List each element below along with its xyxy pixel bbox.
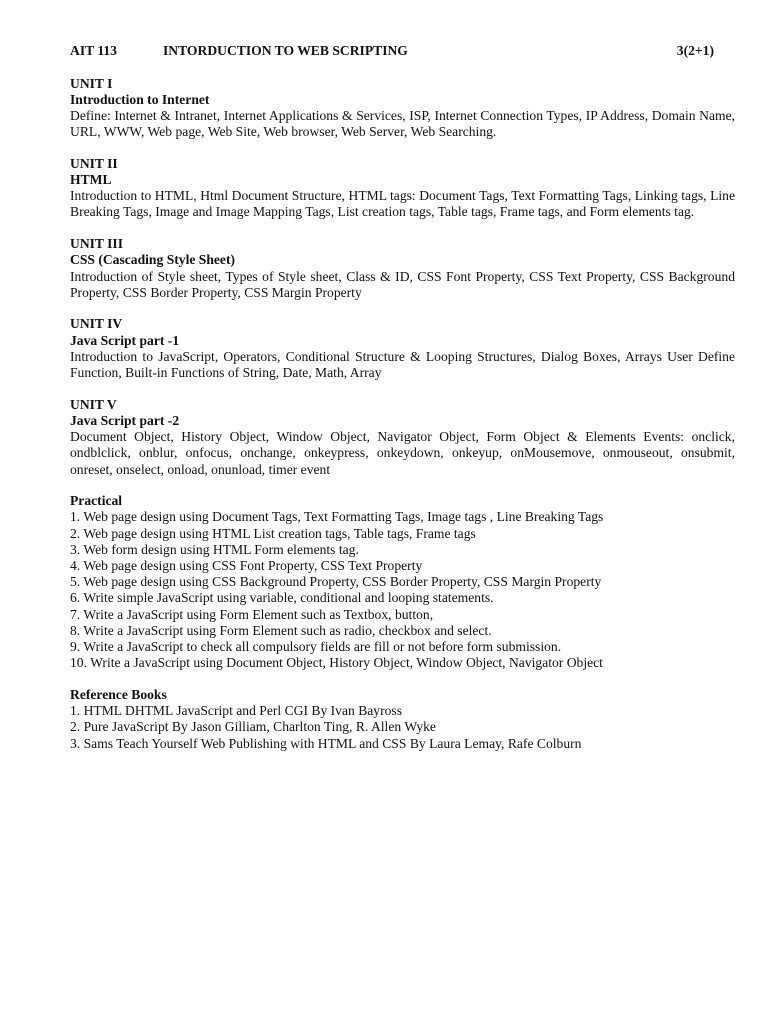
practical-item: 2. Web page design using HTML List creation tags, Table tags, Frame tags [70,525,476,541]
unit-heading: UNIT I [70,75,113,91]
unit-topic-title: Java Script part -2 [70,412,180,428]
practical-item: 4. Web page design using CSS Font Property, CSS Text Property [70,558,423,574]
practical-item: 10. Write a JavaScript using Document Object, History Object, Window Object, Navigator Object [70,655,603,671]
unit-topic-title: Java Script part -1 [70,332,180,348]
unit-description: Introduction to HTML, Html Document Structure, HTML tags: Document Tags, Text Formatting Tags, Linking tags, Line Breaking Tags, Image and Image Mapping Tags, List creation tags, Table tags, Frame tags, and Form elements tag. [70,188,735,220]
unit-2 [70,156,735,221]
syllabus-page [70,43,735,752]
course-credits: 3(2+1) [676,43,714,58]
unit-4 [70,316,735,381]
reference-book-item: 1. HTML DHTML JavaScript and Perl CGI By Ivan Bayross [70,703,402,719]
unit-topic-title: HTML [70,172,112,188]
unit-1 [70,76,735,141]
unit-description: Introduction to JavaScript, Operators, Conditional Structure & Looping Structures, Dialog Boxes, Arrays User Define Function, Built-in Functions of String, Date, Math, Array [70,348,735,381]
unit-topic-title: CSS (Cascading Style Sheet) [70,252,236,268]
unit-heading: UNIT III [70,236,124,252]
unit-description: Define: Internet & Intranet, Internet Applications & Services, ISP, Internet Connection Types, IP Address, Domain Name, URL, WWW, Web page, Web Site, Web browser, Web Server, Web Searching. [70,107,735,140]
practical-item: 9. Write a JavaScript to check all compulsory fields are fill or not before form submission. [70,639,562,655]
reference-book-item: 3. Sams Teach Yourself Web Publishing with HTML and CSS By Laura Lemay, Rafe Colburn [70,735,582,751]
unit-heading: UNIT IV [70,316,123,332]
practical-item: 8. Write a JavaScript using Form Element such as radio, checkbox and select. [70,622,492,638]
practical-item: 7. Write a JavaScript using Form Element such as Textbox, button, [70,606,434,622]
reference-book-item: 2. Pure JavaScript By Jason Gilliam, Charlton Ting, R. Allen Wyke [70,719,436,735]
course-title: INTORDUCTION TO WEB SCRIPTING [163,43,408,58]
course-header [70,43,735,60]
reference-books-heading: Reference Books [70,687,167,702]
unit-3 [70,236,735,301]
practical-item: 3. Web form design using HTML Form elements tag. [70,541,359,557]
unit-5 [70,397,735,478]
practical-section [70,493,735,671]
practical-heading: Practical [70,493,123,509]
unit-topic-title: Introduction to Internet [70,91,210,107]
practical-item: 6. Write simple JavaScript using variable, conditional and looping statements. [70,590,494,606]
reference-books-section [70,687,735,752]
course-code: AIT 113 [70,43,117,58]
unit-heading: UNIT II [70,155,118,171]
practical-item: 5. Web page design using CSS Background Property, CSS Border Property, CSS Margin Property [70,574,602,590]
practical-item: 1. Web page design using Document Tags, Text Formatting Tags, Image tags , Line Breaking Tags [70,509,604,525]
unit-description: Introduction of Style sheet, Types of Style sheet, Class & ID, CSS Font Property, CSS Text Property, CSS Background Property, CSS Border Property, CSS Margin Property [70,268,735,300]
unit-heading: UNIT V [70,396,117,412]
unit-description: Document Object, History Object, Window Object, Navigator Object, Form Object & Elements Events: onclick, ondblclick, onblur, onfocus, onchange, onkeypress, onkeydown, onkeyup, onMousemove, onmouseout, onsubmit, onreset, onselect, onload, onunload, timer event [70,429,735,477]
